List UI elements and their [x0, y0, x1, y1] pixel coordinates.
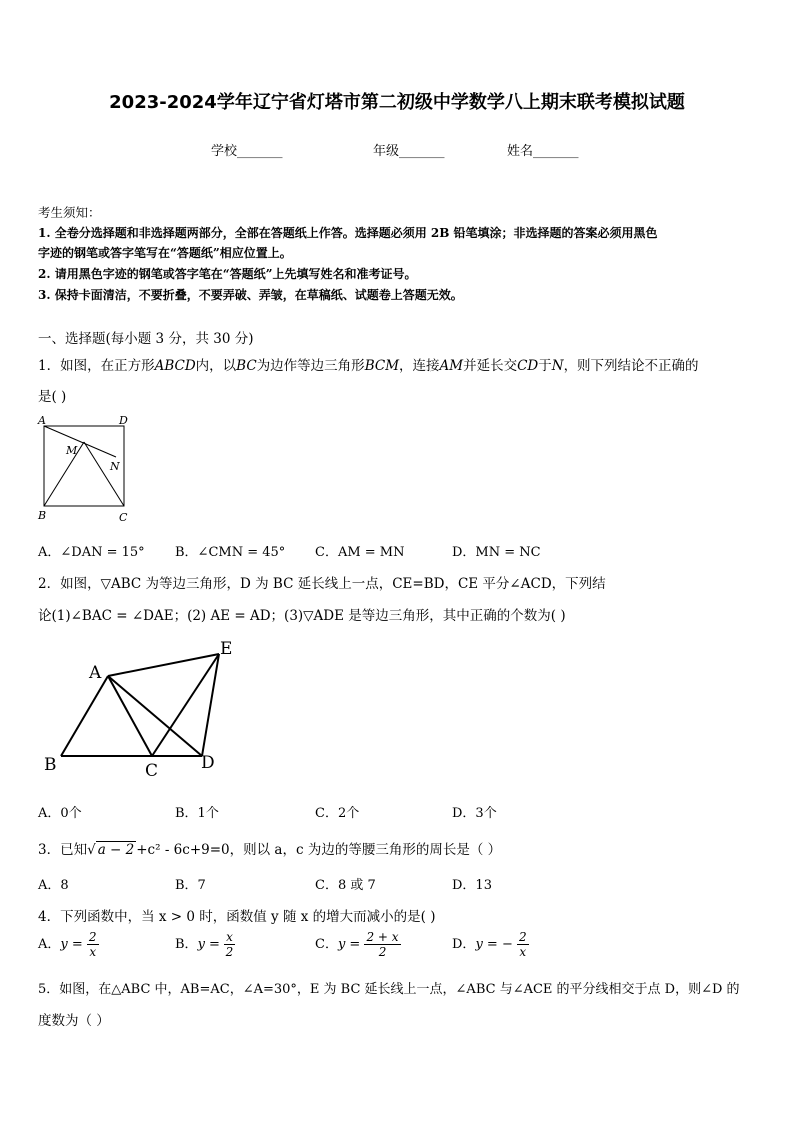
square-figure — [30, 412, 140, 528]
exam-title: 2023-2024学年辽宁省灯塔市第二初级中学数学八上期末联考模拟试题 — [109, 92, 685, 113]
notice-heading: 考生须知： — [38, 205, 101, 220]
label-D: D — [201, 753, 215, 773]
question-2-line-2: 论(1)∠BAC = ∠DAE；(2) AE = AD；(3)▽ADE 是等边三角形，其中正确的个数为( ) — [38, 608, 566, 624]
label-A: A — [89, 663, 102, 683]
label-M: M — [66, 444, 78, 457]
notice-item-1-cont: 字迹的钢笔或答字笔写在“答题纸”相应位置上。 — [38, 246, 292, 260]
notice-item-2: 2. 请用黑色字迹的钢笔或答字笔在“答题纸”上先填写姓名和准考证号。 — [38, 267, 417, 281]
q3-option-b: B．7 — [175, 878, 206, 893]
label-B: B — [44, 755, 57, 775]
triangle-figure — [38, 636, 248, 784]
q2-option-c: C．2个 — [315, 806, 360, 821]
question-2-line-1: 2．如图，▽ABC 为等边三角形，D 为 BC 延长线上一点，CE=BD，CE 平分∠ACD，下列结 — [38, 576, 606, 592]
notice-item-3: 3. 保持卡面清洁，不要折叠，不要弄破、弄皱，在草稿纸、试题卷上答题无效。 — [38, 288, 463, 302]
question-1-line-1: 1．如图，在正方形ABCD内，以BC为边作等边三角形BCM，连接AM并延长交CD于N，则下列结论不正确的 — [38, 358, 699, 374]
name-field: 姓名_______ — [507, 144, 579, 159]
label-A: A — [38, 414, 46, 427]
radicand: a − 2 — [97, 842, 135, 858]
label-B: B — [38, 509, 47, 522]
q2-option-a: A．0个 — [38, 806, 82, 821]
q2-option-d: D．3个 — [452, 806, 497, 821]
school-field: 学校_______ — [211, 144, 283, 159]
question-5-line-2: 度数为（ ） — [38, 1013, 110, 1029]
q4-option-c: C．y = $\frac{2 + x}{2}$ — [315, 930, 399, 959]
q4-option-d: D．y = − $\frac{2}{x}$ — [452, 930, 527, 959]
q4-option-b: B．y = $\frac{x}{2}$ — [175, 930, 234, 959]
q3-option-c: C．8 或 7 — [315, 878, 376, 893]
question-5-line-1: 5．如图，在△ABC 中，AB=AC，∠A=30°，E 为 BC 延长线上一点，∠ABC 与∠ACE 的平分线相交于点 D，则∠D 的 — [38, 982, 740, 997]
q1-option-d: D．MN = NC — [452, 545, 541, 560]
q1-option-b: B．∠CMN = 45° — [175, 545, 286, 560]
label-C: C — [145, 761, 159, 781]
q1-option-c: C．AM = MN — [315, 545, 405, 560]
q2-option-b: B．1个 — [175, 806, 219, 821]
label-N: N — [110, 460, 120, 473]
q1-option-a: A．∠DAN = 15° — [38, 545, 145, 560]
question-4: 4．下列函数中，当 x > 0 时，函数值 y 随 x 的增大而减小的是( ) — [38, 909, 436, 925]
question-3: 3．已知√ a − 2 +c² - 6c+9=0，则以 a，c 为边的等腰三角形的周长是（ ） — [38, 842, 502, 858]
section-heading: 一、选择题(每小题 3 分，共 30 分) — [38, 331, 254, 347]
grade-field: 年级_______ — [373, 144, 445, 159]
label-C: C — [119, 511, 128, 524]
label-D: D — [119, 414, 128, 427]
q3-option-d: D．13 — [452, 878, 492, 893]
label-E: E — [220, 639, 233, 659]
q4-option-a: A．y = $\frac{2}{x}$ — [38, 930, 97, 959]
question-1-line-2: 是( ) — [38, 389, 67, 405]
notice-item-1: 1. 全卷分选择题和非选择题两部分，全部在答题纸上作答。选择题必须用 2B 铅笔填涂；非选择题的答案必须用黑色 — [38, 226, 658, 240]
q3-option-a: A．8 — [38, 878, 69, 893]
